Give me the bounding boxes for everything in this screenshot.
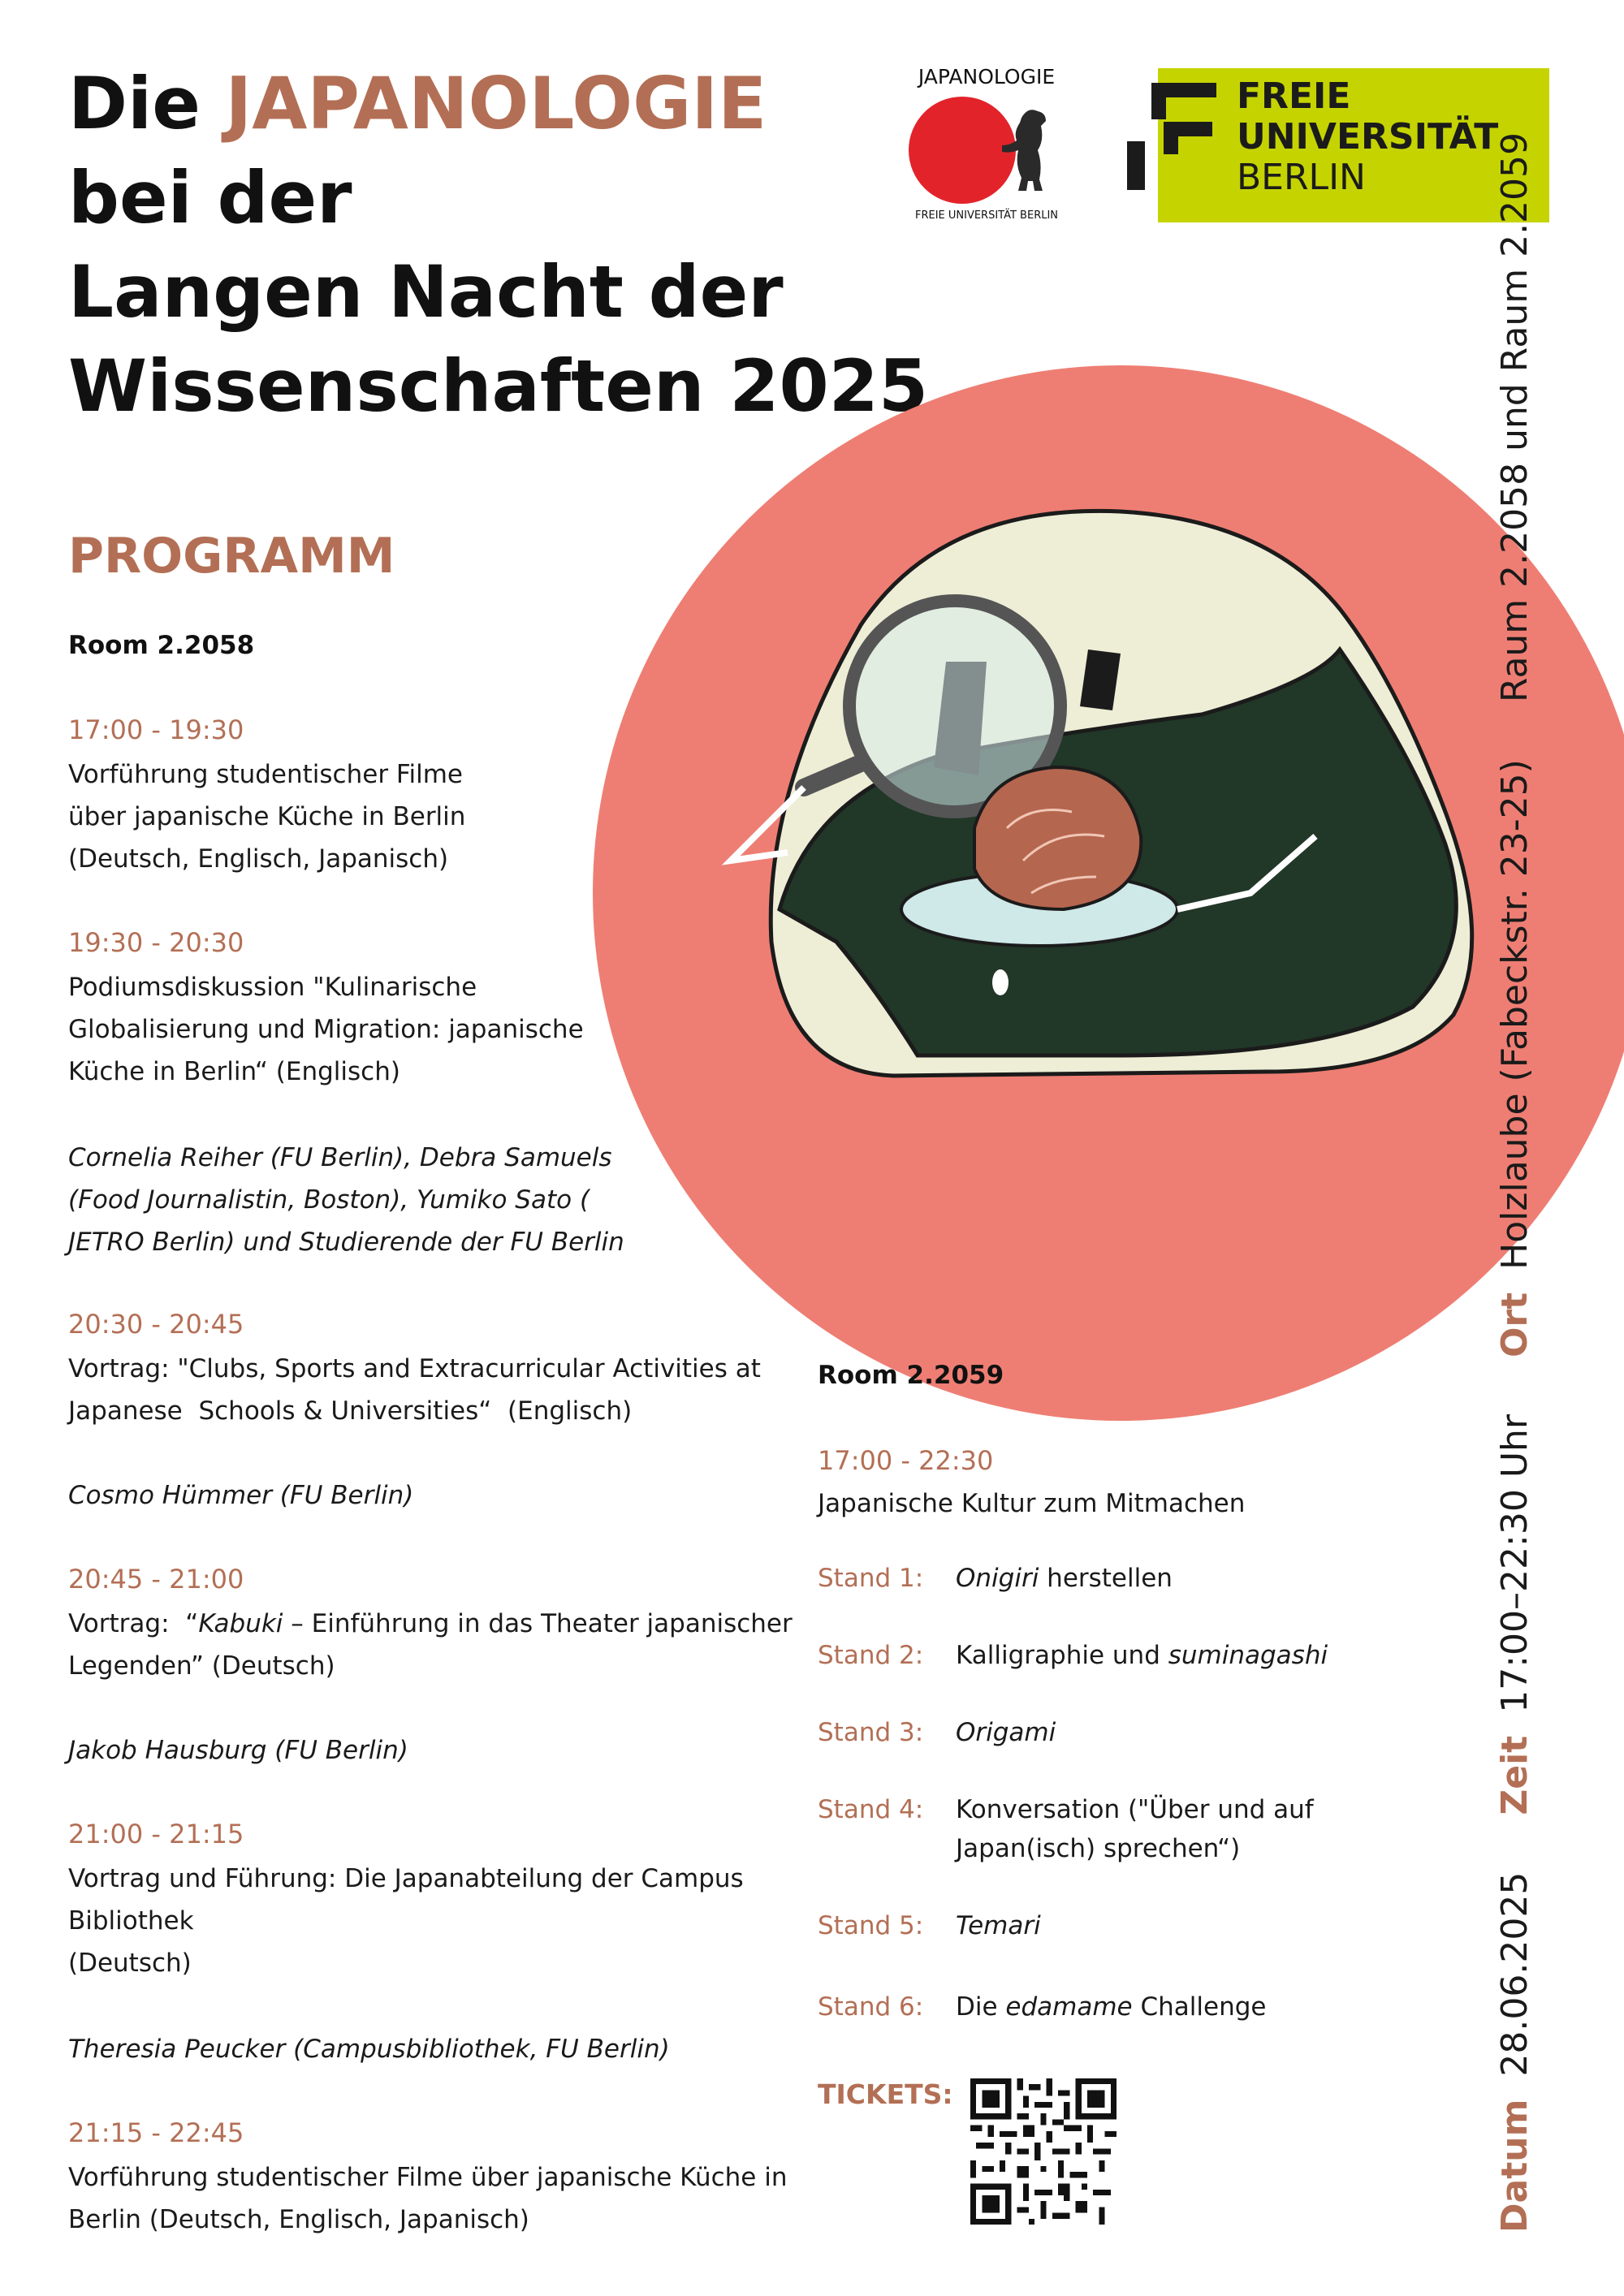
event-line: Japanese Schools & Universities“ (Englisch) xyxy=(68,1396,633,1426)
stand-after: herstellen xyxy=(1039,1564,1173,1593)
zeit-value: 17:00–22:30 Uhr xyxy=(1494,1413,1535,1713)
fu-logo-line-3: BERLIN xyxy=(1237,157,1366,198)
stand-after: Challenge xyxy=(1132,1992,1267,2022)
datum-label: Datum xyxy=(1494,2099,1535,2233)
ort-value: Holzlaube (Fabeckstr. 23-25) xyxy=(1494,759,1535,1270)
fu-berlin-logo xyxy=(1127,68,1549,222)
japanologie-logo-subtitle: FREIE UNIVERSITÄT BERLIN xyxy=(914,209,1059,222)
title-line-2: bei der xyxy=(68,156,352,240)
stand-value xyxy=(956,1636,1329,1675)
zeit-label: Zeit xyxy=(1494,1735,1535,1815)
speaker-line: Cornelia Reiher (FU Berlin), Debra Samuels xyxy=(68,1143,612,1172)
event-description xyxy=(68,753,799,880)
event-description xyxy=(68,966,799,1093)
tickets-label: TICKETS: xyxy=(818,2078,953,2110)
event-line: Podiumsdiskussion "Kulinarische xyxy=(68,973,477,1002)
event-line-suffix: – Einführung in das Theater japanischer xyxy=(283,1609,793,1638)
event-time: 20:45 - 21:00 xyxy=(68,1564,244,1595)
japanologie-logo-title: JAPANOLOGIE xyxy=(918,65,1056,88)
event-line-italic: Kabuki xyxy=(198,1609,283,1638)
event-line: Vortrag: "Clubs, Sports and Extracurricular Activities at xyxy=(68,1354,761,1383)
event-line: über japanische Küche in Berlin xyxy=(68,802,466,831)
event-speakers: Theresia Peucker (Campusbibliothek, FU Berlin) xyxy=(68,2035,670,2064)
fu-logo-mark-icon xyxy=(1127,83,1216,196)
stand-label: Stand 4: xyxy=(818,1795,924,1824)
onigiri-detective-illustration xyxy=(698,487,1518,1104)
datum-value: 28.06.2025 xyxy=(1494,1871,1535,2077)
event-line: (Deutsch, Englisch, Japanisch) xyxy=(68,844,449,874)
tickets-qr-code-icon[interactable] xyxy=(970,2078,1116,2225)
stand-italic: suminagashi xyxy=(1168,1641,1328,1670)
event-info-sidebar xyxy=(1494,132,1535,2233)
event-time: 17:00 - 19:30 xyxy=(68,714,244,745)
event-line: Vorführung studentischer Filme xyxy=(68,760,463,789)
event-description xyxy=(68,2156,815,2241)
stand-before: Kalligraphie und xyxy=(956,1641,1168,1670)
event-time: 19:30 - 20:30 xyxy=(68,927,244,958)
stand-value: Temari xyxy=(956,1911,1041,1940)
stand-label: Stand 3: xyxy=(818,1718,924,1747)
event-line: (Deutsch) xyxy=(68,1949,192,1978)
event-line: Berlin (Deutsch, Englisch, Japanisch) xyxy=(68,2205,529,2234)
room2-subtitle: Japanische Kultur zum Mitmachen xyxy=(818,1489,1246,1518)
room1-title: Room 2.2058 xyxy=(68,631,255,660)
stand-italic: Onigiri xyxy=(956,1564,1039,1593)
stand-label: Stand 2: xyxy=(818,1641,924,1670)
event-line: Küche in Berlin“ (Englisch) xyxy=(68,1057,400,1086)
ort-label: Ort xyxy=(1494,1292,1535,1357)
event-line: Legenden” (Deutsch) xyxy=(68,1651,335,1681)
event-time: 20:30 - 20:45 xyxy=(68,1309,244,1340)
stand-line: Japan(isch) sprechen“) xyxy=(956,1834,1241,1863)
speaker-line: JETRO Berlin) und Studierende der FU Berlin xyxy=(68,1228,624,1257)
page-title xyxy=(68,57,928,434)
event-line-prefix: Vortrag: “ xyxy=(68,1609,199,1638)
event-time: 21:00 - 21:15 xyxy=(68,1819,244,1849)
programm-heading: PROGRAMM xyxy=(68,528,395,585)
event-speakers: Jakob Hausburg (FU Berlin) xyxy=(68,1736,408,1765)
event-speakers: Cosmo Hümmer (FU Berlin) xyxy=(68,1481,414,1510)
fu-logo-line-2: UNIVERSITÄT xyxy=(1237,116,1499,158)
event-description xyxy=(68,1348,815,1432)
stand-value xyxy=(956,1987,1329,2026)
fu-logo-line-1: FREIE xyxy=(1237,76,1351,117)
stand-value: Origami xyxy=(956,1718,1056,1747)
title-line-4: Wissenschaften 2025 xyxy=(68,344,929,428)
room2-time: 17:00 - 22:30 xyxy=(818,1445,994,1476)
stand-line: Konversation ("Über und auf xyxy=(956,1795,1314,1824)
room2-title: Room 2.2059 xyxy=(818,1361,1004,1390)
event-speakers xyxy=(68,1137,799,1263)
event-time: 21:15 - 22:45 xyxy=(68,2117,244,2148)
event-line: Globalisierung und Migration: japanische xyxy=(68,1015,584,1044)
stand-before: Die xyxy=(956,1992,1006,2022)
title-highlight: JAPANOLOGIE xyxy=(225,62,767,145)
event-description xyxy=(68,1603,815,1687)
speaker-line: (Food Journalistin, Boston), Yumiko Sato ( xyxy=(68,1185,590,1215)
japanologie-logo xyxy=(889,65,1084,227)
title-line-3: Langen Nacht der xyxy=(68,250,784,334)
event-line: Bibliothek xyxy=(68,1906,194,1936)
event-description xyxy=(68,1858,815,1984)
event-line: Vorführung studentischer Filme über japanische Küche in xyxy=(68,2163,788,2192)
stand-value xyxy=(956,1559,1329,1598)
stand-item xyxy=(818,1790,1386,1871)
stand-italic: edamame xyxy=(1005,1992,1133,2022)
raum-value: Raum 2.2058 und Raum 2.2059 xyxy=(1494,132,1535,703)
japan-sun-bear-icon xyxy=(901,93,1080,207)
stand-label: Stand 1: xyxy=(818,1564,924,1593)
event-line: Vortrag und Führung: Die Japanabteilung der Campus xyxy=(68,1864,744,1893)
event-line xyxy=(68,1603,815,1645)
stand-label: Stand 6: xyxy=(818,1992,924,2022)
fu-logo-text xyxy=(1237,76,1498,198)
stand-label: Stand 5: xyxy=(818,1911,924,1940)
title-prefix: Die xyxy=(68,62,226,145)
stand-value xyxy=(956,1790,1329,1868)
